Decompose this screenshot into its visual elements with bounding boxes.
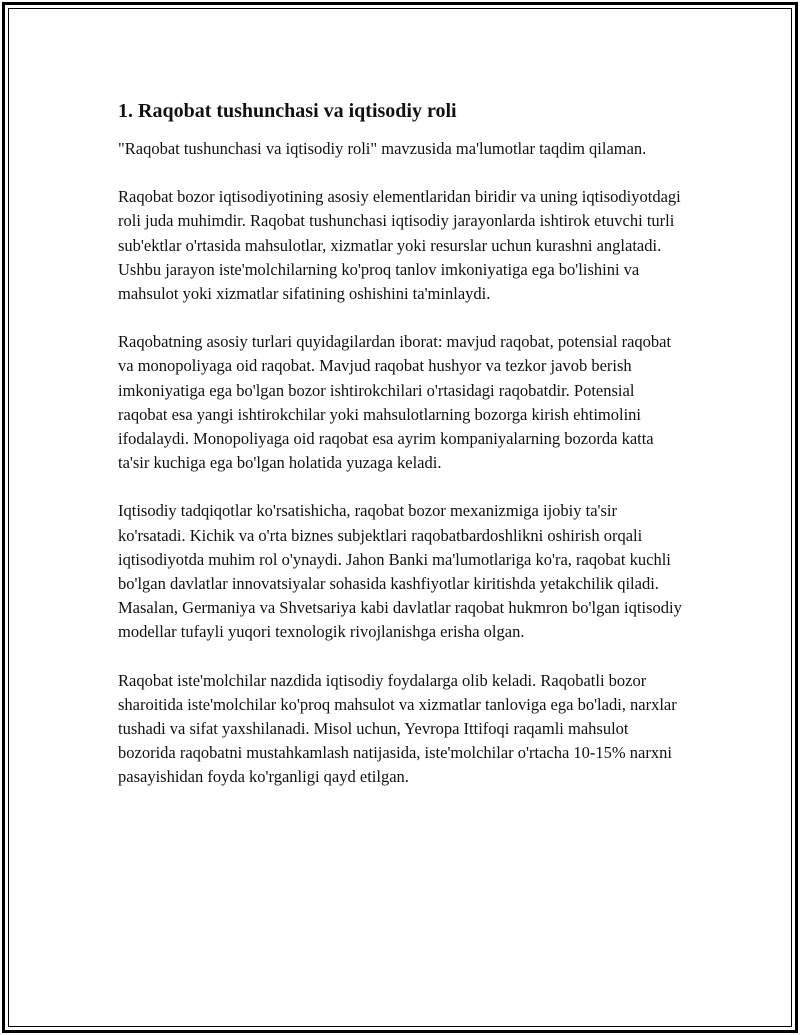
paragraph-types: Raqobatning asosiy turlari quyidagilardan iborat: mavjud raqobat, potensial raqobat va monopoliyaga oid raqobat. Mavjud raqobat hushyor va tezkor javob berish imkoniyatiga ega bo'lgan bozor ishtirokchilari o'rtasidagi raqobatdir. Potensial raqobat esa yangi ishtirokchilar yoki mahsulotlarning bozorga kirish ehtimolini ifodalaydi. Monopoliyaga oid raqobat esa ayrim kompaniyalarning bozorda katta ta'sir kuchiga ega bo'lgan holatida yuzaga keladi. bbox=[118, 332, 672, 473]
document-content bbox=[118, 97, 683, 814]
paragraph-intro: "Raqobat tushunchasi va iqtisodiy roli" mavzusida ma'lumotlar taqdim qilaman. bbox=[118, 139, 647, 158]
section-heading: 1. Raqobat tushunchasi va iqtisodiy roli bbox=[118, 100, 457, 122]
document-page bbox=[2, 2, 798, 1033]
paragraph-consumers: Raqobat iste'molchilar nazdida iqtisodiy foydalarga olib keladi. Raqobatli bozor sharoitida iste'molchilar ko'proq mahsulot va xizmatlar tanloviga ega bo'ladi, narxlar tushadi va sifat yaxshilanadi. Misol uchun, Yevropa Ittifoqi raqamli mahsulot bozorida raqobatni mustahkamlash natijasida, iste'molchilar o'rtacha 10-15% narxni pasayishidan foyda ko'rganligi qayd etilgan. bbox=[118, 670, 677, 787]
paragraph-definition: Raqobat bozor iqtisodiyotining asosiy elementlaridan biridir va uning iqtisodiyotdagi roli juda muhimdir. Raqobat tushunchasi iqtisodiy jarayonlarda ishtirok etuvchi turli sub'ektlar o'rtasida mahsulotlar, xizmatlar yoki resurslar uchun kurashni anglatadi. Ushbu jarayon iste'molchilarning ko'proq tanlov imkoniyatiga ega bo'lishini va mahsulot yoki xizmatlar sifatining oshishini ta'minlaydi. bbox=[118, 187, 681, 304]
paragraph-research: Iqtisodiy tadqiqotlar ko'rsatishicha, raqobat bozor mexanizmiga ijobiy ta'sir ko'rsatadi. Kichik va o'rta biznes subjektlari raqobatbardoshlikni oshirish orqali iqtisodiyotda muhim rol o'ynaydi. Jahon Banki ma'lumotlariga ko'ra, raqobat kuchli bo'lgan davlatlar innovatsiyalar sohasida kashfiyotlar kiritishda yetakchilik qiladi. Masalan, Germaniya va Shvetsariya kabi davlatlar raqobat hukmron bo'lgan iqtisodiy modellar tufayli yuqori texnologik rivojlanishga erisha olgan. bbox=[118, 501, 682, 642]
